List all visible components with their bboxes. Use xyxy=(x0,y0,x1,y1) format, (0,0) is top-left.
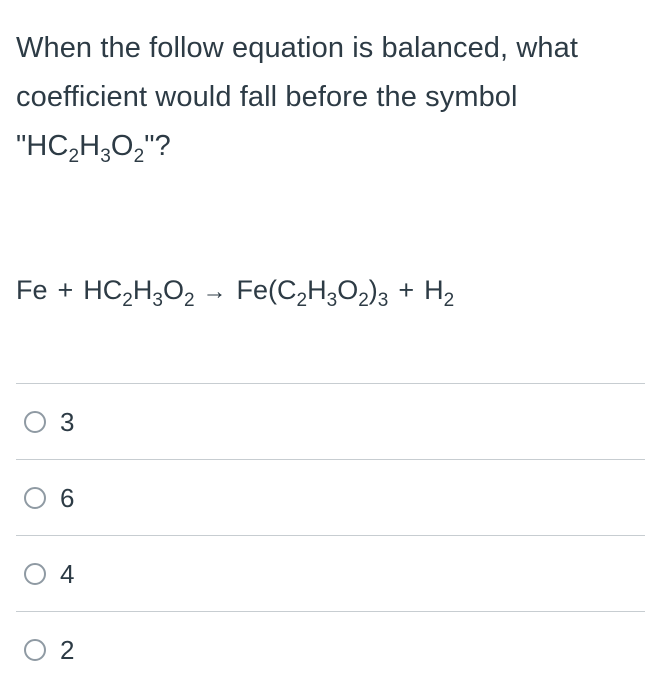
plus-sign: + xyxy=(57,275,74,305)
answer-option-3[interactable] xyxy=(16,383,645,459)
formula-subscript: 2 xyxy=(122,290,133,311)
formula-part: H xyxy=(79,130,101,162)
reactant-fe: Fe xyxy=(16,275,48,305)
formula-part: HC xyxy=(26,130,69,162)
radio-button[interactable] xyxy=(24,487,46,509)
question-line-3 xyxy=(16,122,636,171)
formula-part: O xyxy=(337,275,359,305)
answer-label: 6 xyxy=(60,482,75,513)
product-hydrogen xyxy=(424,270,454,310)
answer-list xyxy=(16,383,645,687)
open-quote: " xyxy=(16,130,27,162)
plus-sign: + xyxy=(398,275,415,305)
question-text xyxy=(16,24,636,171)
answer-option-4[interactable] xyxy=(16,535,645,611)
formula-part: O xyxy=(162,275,184,305)
formula-subscript: 2 xyxy=(68,146,80,167)
formula-subscript: 2 xyxy=(443,290,455,311)
question-formula xyxy=(26,130,145,167)
radio-button[interactable] xyxy=(24,411,46,433)
question-line-1: When the follow equation is balanced, what xyxy=(16,32,578,64)
formula-part: O xyxy=(110,130,134,162)
answer-option-6[interactable] xyxy=(16,459,645,535)
answer-label: 2 xyxy=(60,634,75,665)
formula-part: Fe(C xyxy=(236,275,297,305)
formula-subscript: 3 xyxy=(100,146,111,167)
formula-subscript: 2 xyxy=(183,290,195,311)
formula-part: ) xyxy=(368,275,378,305)
formula-subscript: 3 xyxy=(377,290,389,311)
formula-part: H xyxy=(424,275,444,305)
answer-option-2[interactable] xyxy=(16,611,645,687)
formula-subscript: 2 xyxy=(358,290,369,311)
formula-subscript: 2 xyxy=(296,290,308,311)
formula-part: H xyxy=(132,275,153,305)
reaction-arrow-icon: → xyxy=(202,278,227,305)
answer-label: 4 xyxy=(60,558,75,589)
formula-subscript: 3 xyxy=(326,290,338,311)
formula-part: H xyxy=(307,275,327,305)
reactant-acetic-acid xyxy=(83,270,194,310)
formula-subscript: 2 xyxy=(133,146,145,167)
formula-subscript: 3 xyxy=(152,290,163,311)
radio-button[interactable] xyxy=(24,639,46,661)
answer-label: 3 xyxy=(60,406,75,437)
close-quote: "? xyxy=(144,130,171,162)
formula-part: HC xyxy=(83,275,123,305)
radio-button[interactable] xyxy=(24,563,46,585)
product-iron-acetate xyxy=(237,270,389,310)
question-line-2: coefficient would fall before the symbol xyxy=(16,81,518,113)
chemical-equation xyxy=(16,270,454,312)
